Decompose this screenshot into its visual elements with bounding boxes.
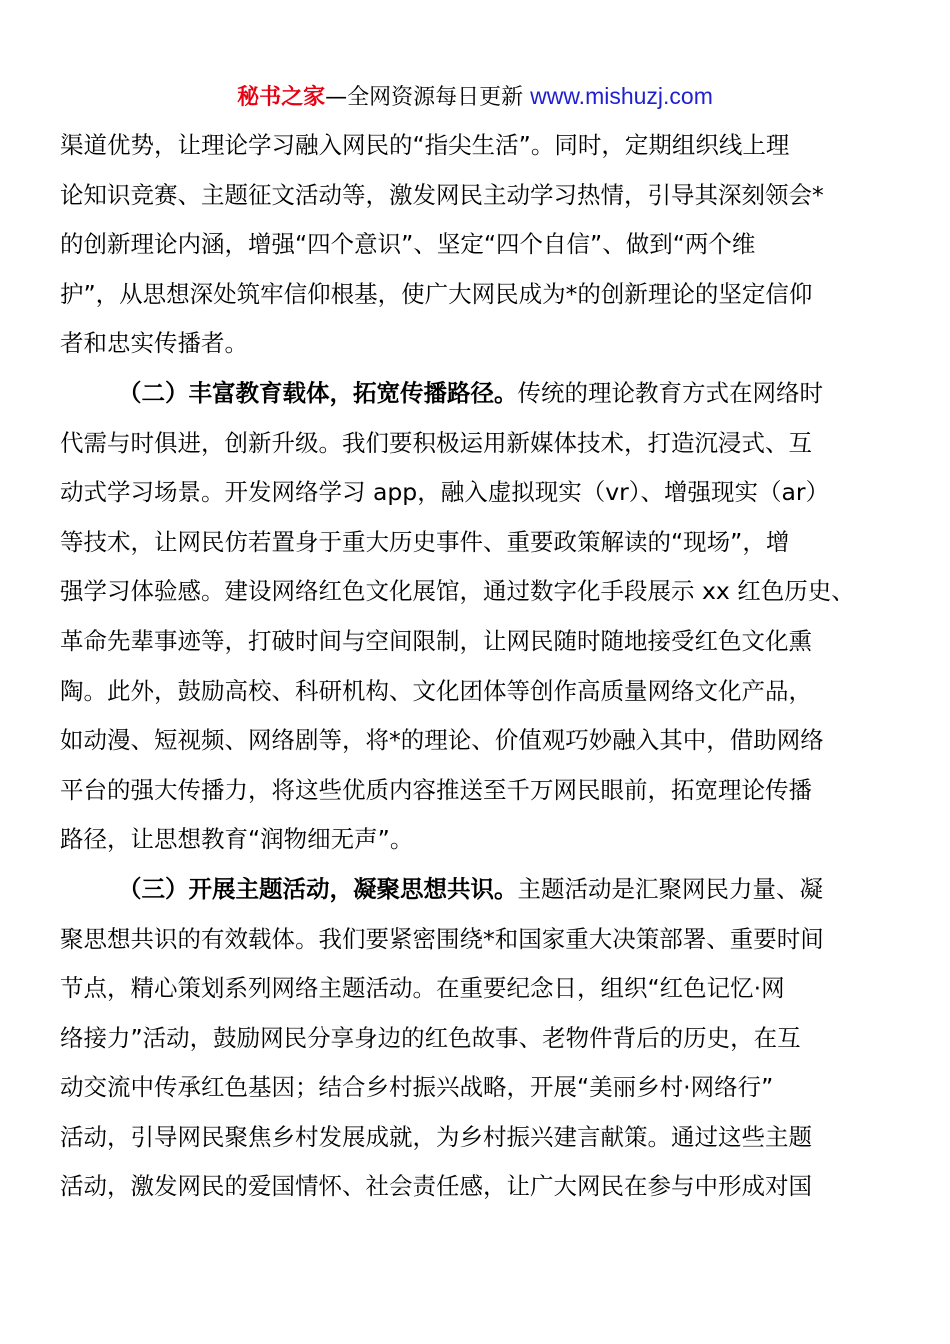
- text-line: 论知识竞赛、主题征文活动等，激发网民主动学习热情，引导其深刻领会*: [60, 180, 824, 209]
- section-heading-2: （二）丰富教育载体，拓宽传播路径。: [118, 378, 518, 407]
- text-line: 陶。此外，鼓励高校、科研机构、文化团体等创作高质量网络文化产品，: [60, 676, 812, 705]
- text-line: 护”，从思想深处筑牢信仰根基，使广大网民成为*的创新理论的坚定信仰: [60, 279, 813, 308]
- paragraph-1: [60, 121, 892, 369]
- text-line: 动式学习场景。开发网络学习 app，融入虚拟现实（vr）、增强现实（ar）: [60, 478, 830, 507]
- text-line: 强学习体验感。建设网络红色文化展馆，通过数字化手段展示 xx 红色历史、: [60, 577, 855, 606]
- text-run: 传统的理论教育方式在网络时: [517, 378, 823, 407]
- text-line: 路径，让思想教育“润物细无声”。: [60, 825, 414, 854]
- text-line: 等技术，让网民仿若置身于重大历史事件、重要政策解读的“现场”，增: [60, 527, 790, 556]
- paragraph-2: [60, 369, 892, 865]
- header-tagline: —全网资源每日更新: [325, 85, 531, 110]
- text-line: 渠道优势，让理论学习融入网民的“指尖生活”。同时，定期组织线上理: [60, 131, 790, 159]
- text-line: 动交流中传承红色基因；结合乡村振兴战略，开展“美丽乡村·网络行”: [60, 1073, 774, 1102]
- text-line: 活动，激发网民的爱国情怀、社会责任感，让广大网民在参与中形成对国: [60, 1172, 812, 1201]
- text-line: 者和忠实传播者。: [60, 329, 248, 358]
- text-line: 节点，精心策划系列网络主题活动。在重要纪念日，组织“红色记忆·网: [60, 974, 785, 1003]
- paragraph-first-line: [60, 369, 892, 419]
- text-line: 聚思想共识的有效载体。我们要紧密围绕*和国家重大决策部署、重要时间: [60, 924, 824, 953]
- text-run: 主题活动是汇聚网民力量、凝: [517, 874, 823, 903]
- paragraph-3: [60, 865, 892, 1212]
- text-line: 代需与时俱进，创新升级。我们要积极运用新媒体技术，打造沉浸式、互: [60, 428, 812, 457]
- page-header: [0, 80, 950, 114]
- text-line: 如动漫、短视频、网络剧等，将*的理论、价值观巧妙融入其中，借助网络: [60, 726, 824, 755]
- paragraph-first-line: [60, 865, 892, 915]
- text-line: 平台的强大传播力，将这些优质内容推送至千万网民眼前，拓宽理论传播: [60, 775, 812, 804]
- text-line: 活动，引导网民聚焦乡村发展成就，为乡村振兴建言献策。通过这些主题: [60, 1122, 812, 1151]
- brand-name: 秘书之家: [237, 85, 326, 110]
- site-url-link[interactable]: www.mishuzj.com: [530, 83, 713, 109]
- text-line: 络接力”活动，鼓励网民分享身边的红色故事、老物件背后的历史，在互: [60, 1023, 801, 1052]
- text-line: 革命先辈事迹等，打破时间与空间限制，让网民随时随地接受红色文化熏: [60, 626, 812, 655]
- document-body: [60, 121, 892, 1212]
- text-line: 的创新理论内涵，增强“四个意识”、坚定“四个自信”、做到“两个维: [60, 230, 756, 259]
- section-heading-3: （三）开展主题活动，凝聚思想共识。: [118, 874, 518, 903]
